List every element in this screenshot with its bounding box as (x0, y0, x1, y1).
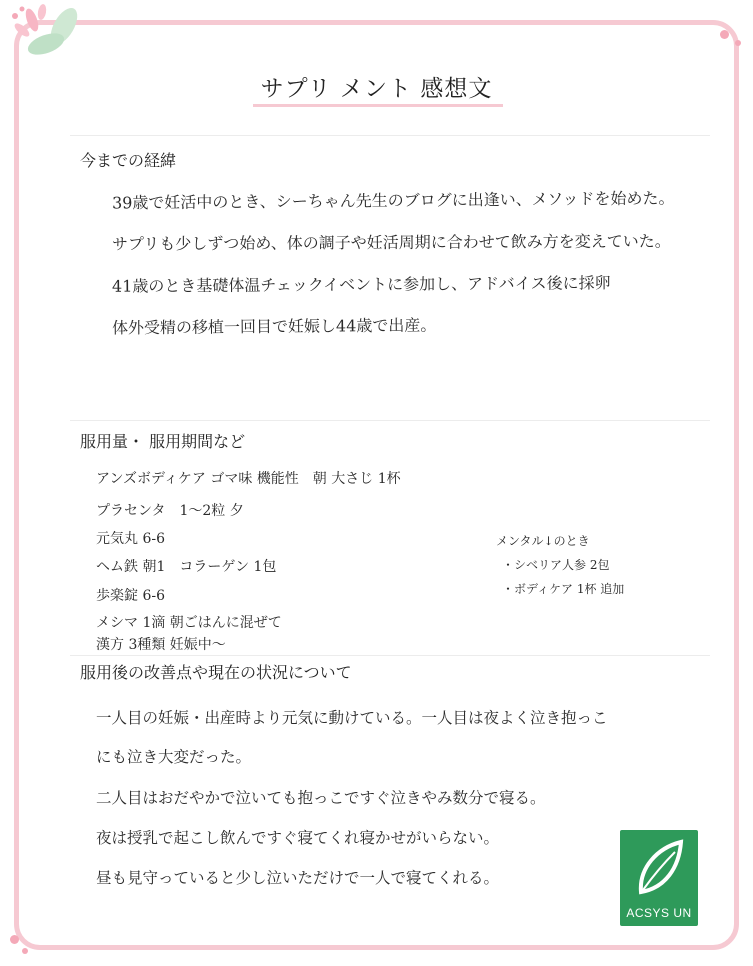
dosage-note-line: メンタル↓のとき (496, 534, 590, 548)
after-line: 二人目はおだやかで泣いても抱っこですぐ泣きやみ数分で寝る。 (96, 789, 546, 807)
history-line: 39歳で妊活中のとき、シーちゃん先生のブログに出逢い、メソッドを始めた。 (111, 188, 675, 213)
ruled-line (70, 135, 710, 136)
dosage-line: メシマ 1滴 朝ごはんに混ぜて (96, 615, 282, 631)
section-label-dosage: 服用量・ 服用期間など (80, 429, 251, 452)
dosage-note-line: ・シベリア人参 2包 (502, 558, 610, 572)
ruled-line (70, 420, 710, 421)
after-line: 昼も見守っていると少し泣いただけで一人で寝てくれる。 (96, 869, 500, 887)
after-line: 一人目の妊娠・出産時より元気に動けている。一人目は夜よく泣き抱っこ (96, 709, 608, 727)
after-line: にも泣き大変だった。 (96, 748, 252, 766)
after-line: 夜は授乳で起こし飲んですぐ寝てくれ寝かせがいらない。 (96, 829, 500, 847)
history-line: サプリも少しずつ始め、体の調子や妊活周期に合わせて飲み方を変えていた。 (111, 231, 671, 254)
corner-dot-icon (720, 30, 729, 39)
leaf-icon (629, 838, 689, 900)
section-label-history: 今までの経緯 (80, 148, 182, 171)
dosage-line: アンズボディケア ゴマ味 機能性 朝 大さじ 1杯 (96, 471, 401, 487)
dosage-line: 元気丸 6-6 (96, 531, 165, 547)
history-line: 41歳のとき基礎体温チェックイベントに参加し、アドバイス後に採卵 (111, 273, 611, 296)
dosage-line: ヘム鉄 朝1 コラーゲン 1包 (96, 559, 277, 575)
ruled-line (70, 655, 710, 656)
corner-dot-icon (10, 935, 19, 944)
logo-text: ACSYS UN (626, 906, 692, 920)
dosage-note-line: ・ボディケア 1杯 追加 (502, 582, 625, 596)
dosage-line: 漢方 3種類 妊娠中〜 (96, 637, 226, 653)
corner-dot-icon (22, 948, 28, 954)
corner-dot-icon (735, 40, 741, 46)
dosage-line: プラセンタ 1〜2粒 夕 (96, 503, 244, 519)
history-line: 体外受精の移植一回目で妊娠し44歳で出産。 (111, 315, 437, 338)
title-underline (253, 104, 503, 107)
section-label-after: 服用後の改善点や現在の状況について (80, 660, 358, 683)
leaf-decoration-icon (2, 0, 92, 70)
dosage-line: 歩楽錠 6-6 (96, 588, 165, 604)
page-title: サプリ メント 感想文 (260, 76, 493, 102)
acsys-logo (620, 830, 698, 926)
